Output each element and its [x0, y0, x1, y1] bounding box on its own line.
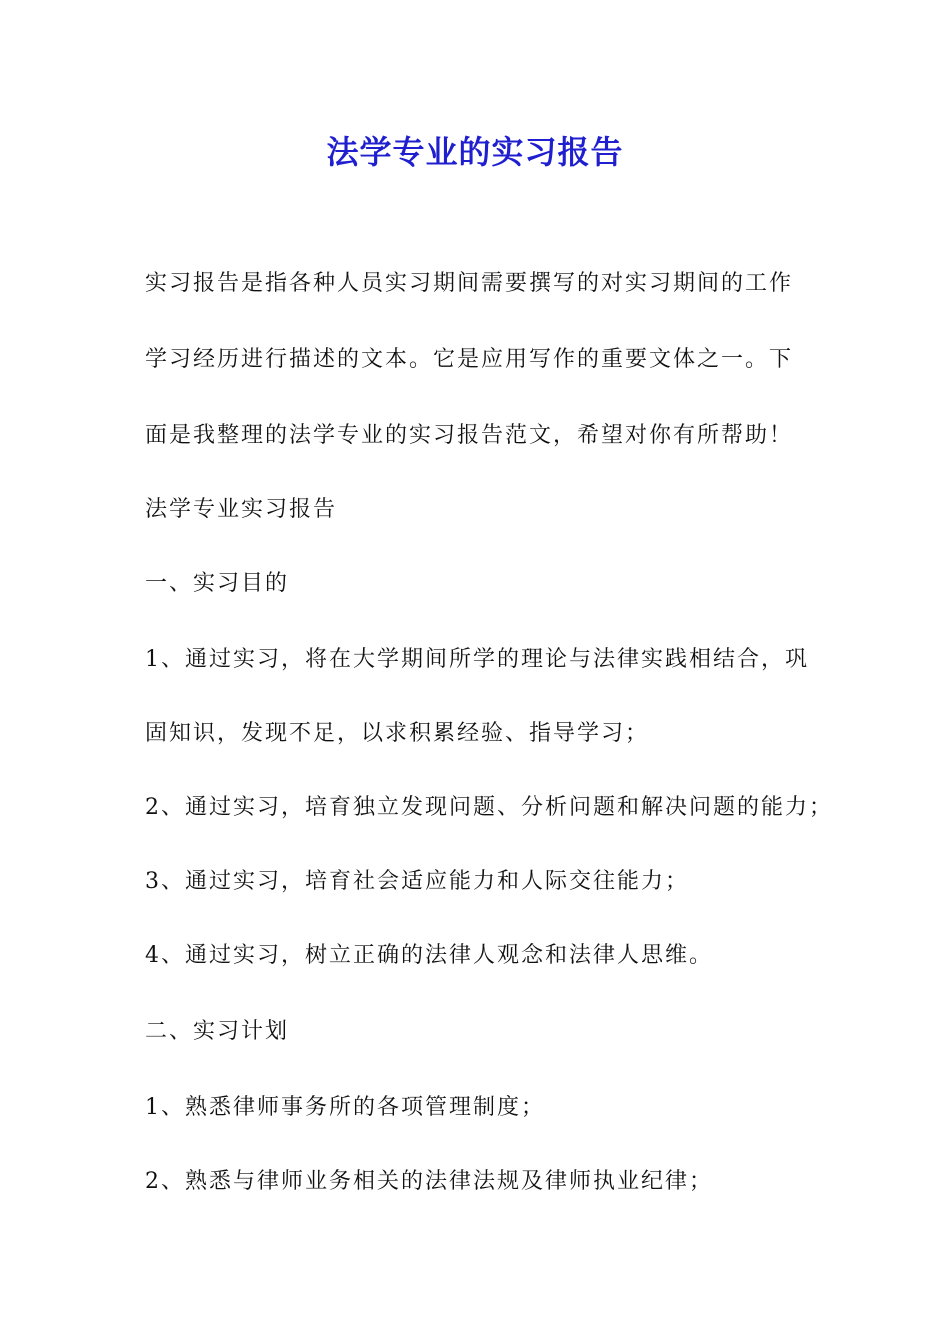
paragraph-line-intro-1: 实习报告是指各种人员实习期间需要撰写的对实习期间的工作 [145, 271, 794, 296]
list-item-purpose-3: 3、通过实习，培育社会适应能力和人际交往能力； [145, 869, 689, 894]
list-item-plan-2: 2、熟悉与律师业务相关的法律法规及律师执业纪律； [145, 1169, 713, 1194]
list-item-purpose-1-line-1: 1、通过实习，将在大学期间所学的理论与法律实践相结合，巩 [145, 647, 809, 672]
list-item-purpose-1-line-2: 固知识，发现不足，以求积累经验、指导学习； [145, 721, 650, 746]
list-item-purpose-2: 2、通过实习，培育独立发现问题、分析问题和解决问题的能力； [145, 795, 833, 820]
document-title: 法学专业的实习报告 [326, 133, 624, 171]
section-heading-plan: 二、实习计划 [145, 1019, 290, 1044]
list-item-purpose-4: 4、通过实习，树立正确的法律人观念和法律人思维。 [145, 943, 713, 968]
section-heading-purpose: 一、实习目的 [145, 571, 290, 596]
paragraph-line-intro-3: 面是我整理的法学专业的实习报告范文，希望对你有所帮助！ [145, 423, 794, 448]
list-item-plan-1: 1、熟悉律师事务所的各项管理制度； [145, 1095, 545, 1120]
paragraph-line-intro-2: 学习经历进行描述的文本。它是应用写作的重要文体之一。下 [145, 347, 794, 372]
section-heading-report: 法学专业实习报告 [145, 497, 338, 522]
